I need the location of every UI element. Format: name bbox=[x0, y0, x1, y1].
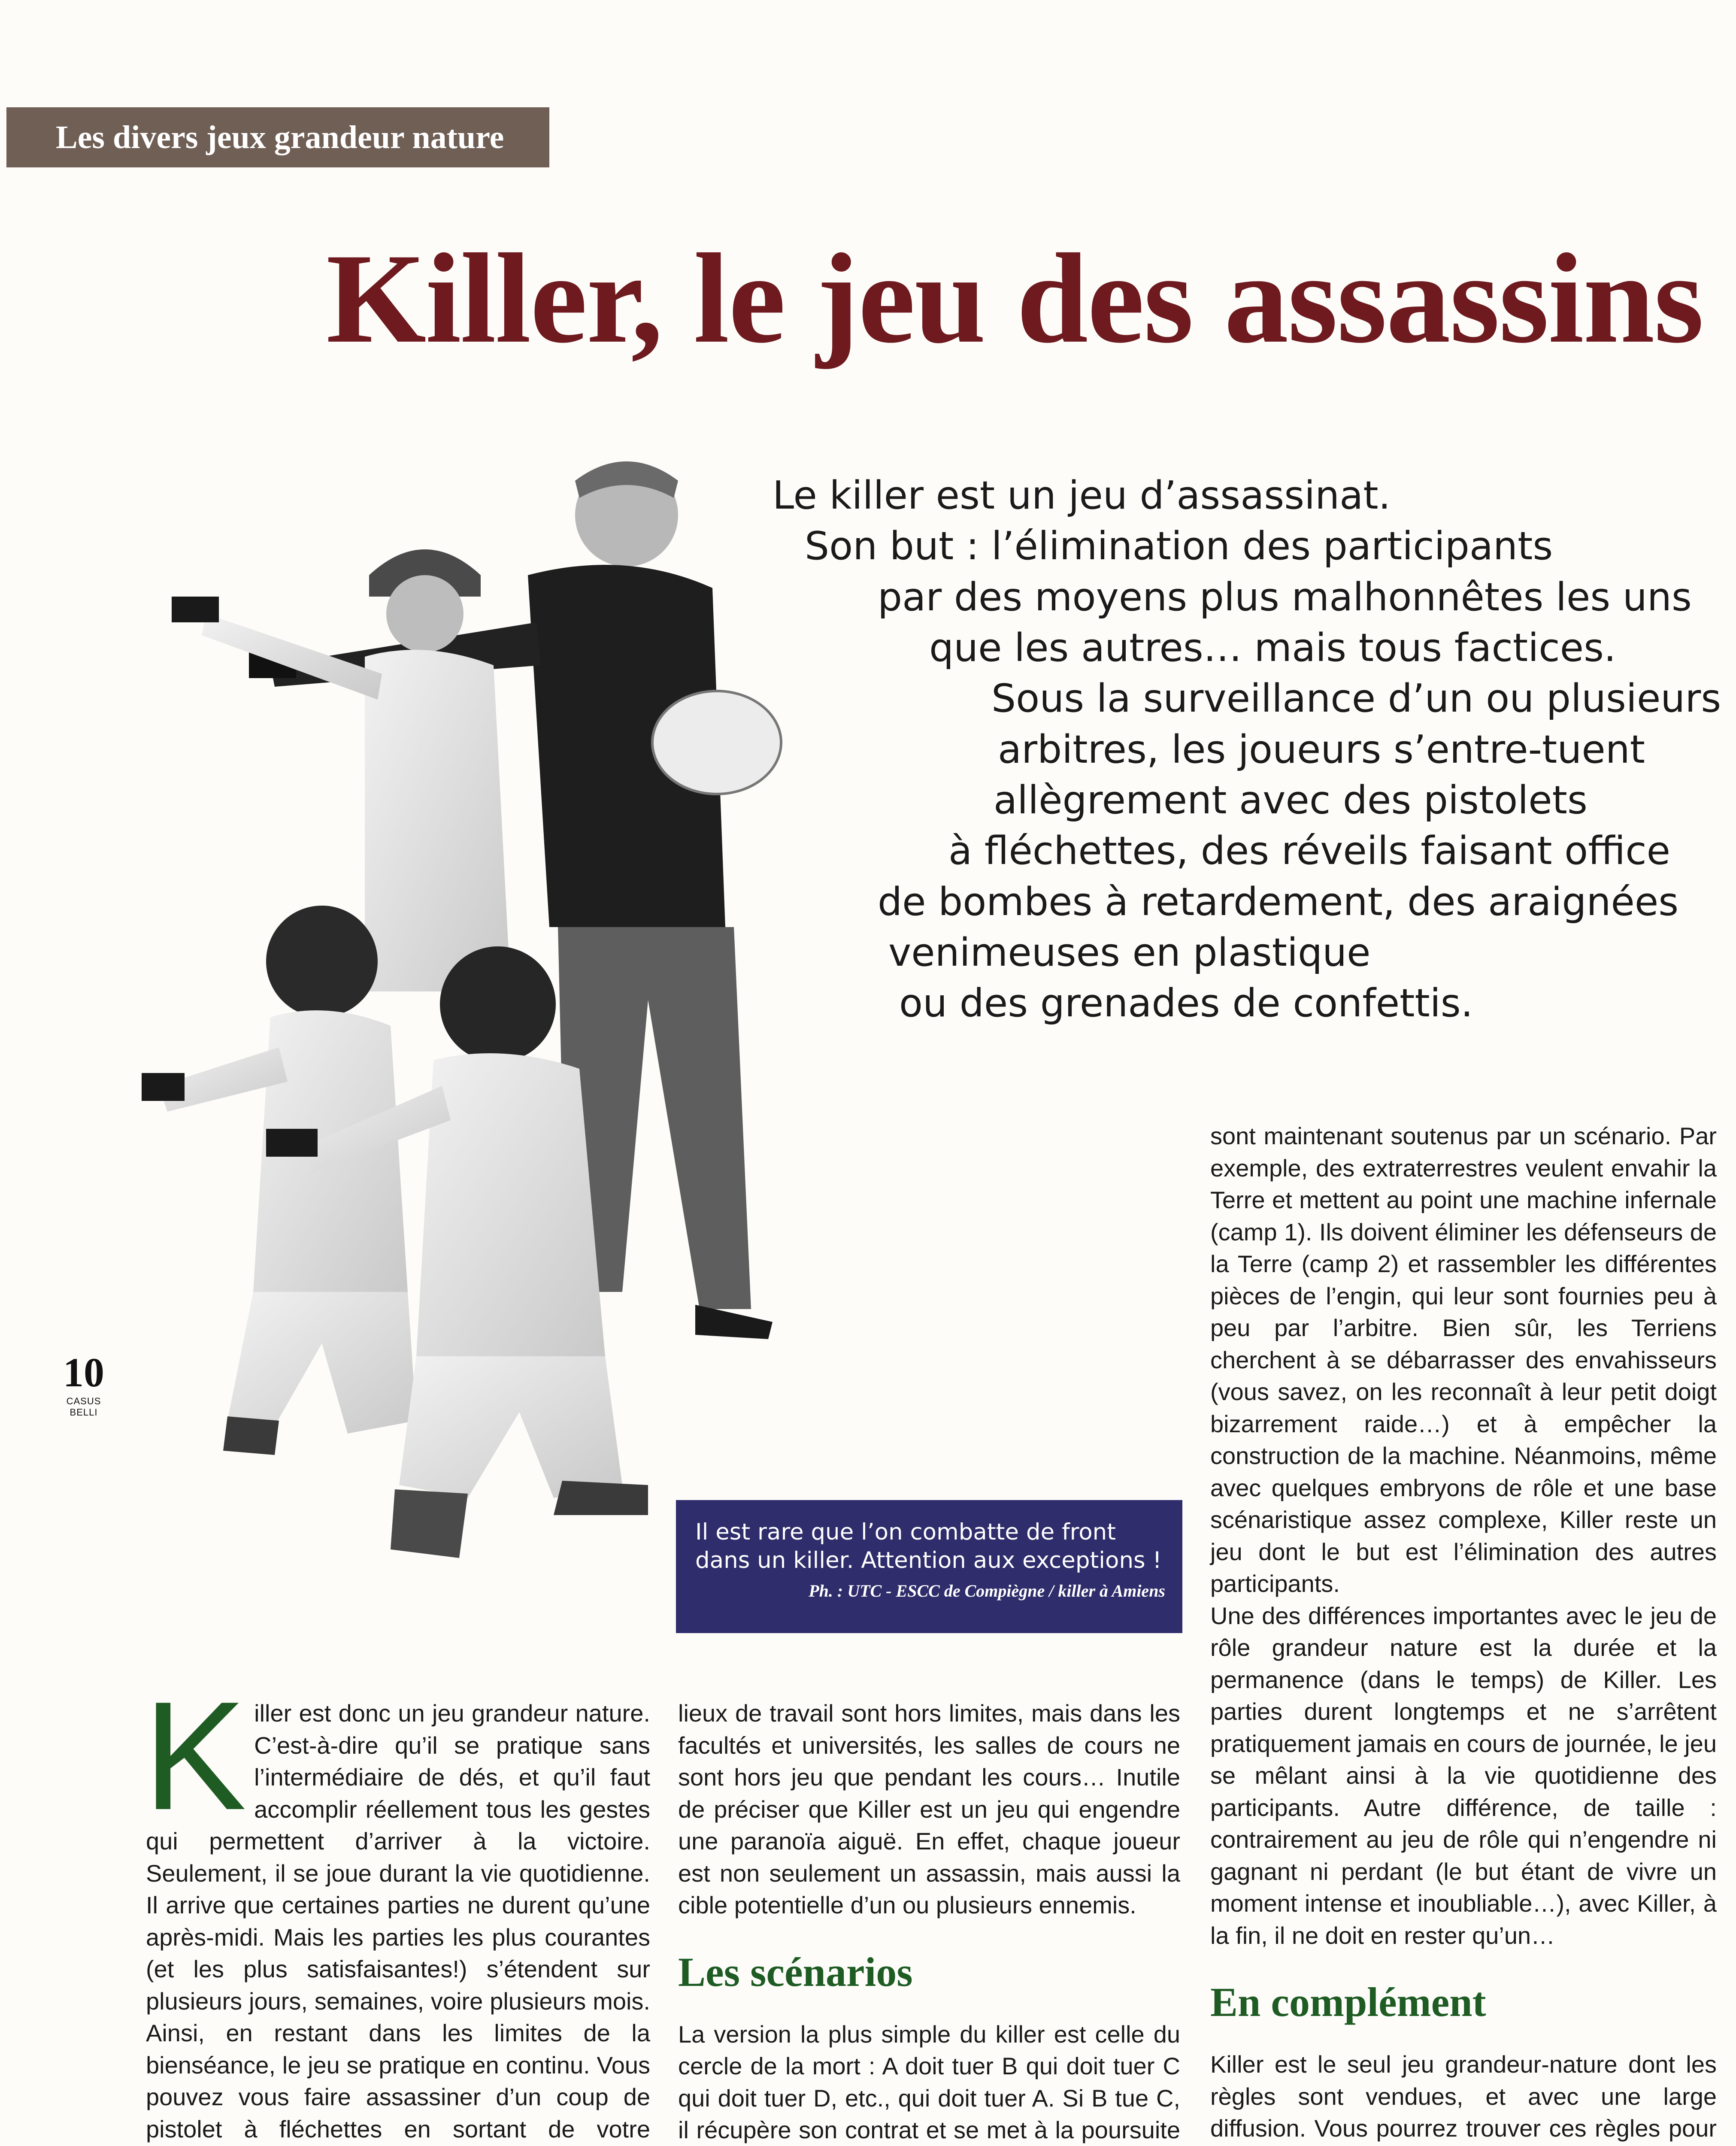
intro-line: Sous la surveillance d’un ou plusieurs bbox=[991, 676, 1721, 721]
intro-line: que les autres… mais tous factices. bbox=[929, 625, 1616, 670]
intro-line: par des moyens plus malhonnêtes les uns bbox=[878, 575, 1692, 620]
photo-credit: Ph. : UTC - ESCC de Compiègne / killer à Amiens bbox=[809, 1581, 1165, 1600]
intro-line: ou des grenades de confettis. bbox=[899, 981, 1473, 1026]
subheading-complement: En complément bbox=[1210, 1979, 1486, 2025]
magazine-name: CASUS BELLI bbox=[66, 1396, 101, 1418]
photo-caption bbox=[676, 1500, 1182, 1633]
paragraph: Une des différences importantes avec le jeu de rôle grandeur nature est la durée et la permanence (dans le temps) de Killer. Les parties durent longtemps et ne s’arrêtent pratiquement jamais en cours de journée, le jeu se mêlant ainsi à la vie quotidienne des participants. Autre différence, de taille : contrairement au jeu de rôle qui n’engendre ni gagnant ni perdant (le but étant de vivre un moment intense et inoubliable…), avec Killer, à la fin, il ne doit en rester qu’un… bbox=[1210, 1602, 1717, 1949]
intro-line: de bombes à retardement, des araignées bbox=[878, 879, 1679, 924]
paragraph: lieux de travail sont hors limites, mais dans les facultés et universités, les salles de cours ne sont hors jeu que pendant les cours… Inutile de préciser que Killer est un jeu qui engendre une paranoïa aiguë. En effet, chaque joueur est non seulement un assassin, mais aussi la cible potentielle d’un ou plusieurs ennemis. bbox=[678, 1700, 1180, 1919]
paragraph: La version la plus simple du killer est celle du cercle de la mort : A doit tuer B qui doit tuer C qui doit tuer D, etc., qui doit tuer A. Si B tue C, il récupère son contrat et se met à la poursuite bbox=[678, 2020, 1180, 2143]
paragraph: Killer est le seul jeu grandeur-nature dont les règles sont vendues, et avec une large diffusion. Vous pourrez trouver ces règles pour bbox=[1210, 2051, 1717, 2142]
paragraph-text: iller est donc un jeu grandeur nature. C’est-à-dire qu’il se pratique sans l’intermédiaire de dés, et qu’il faut accomplir réellement tous les gestes qui permettent d’arriver à la victoire. Seulement, il se joue durant la vie quotidienne. Il arrive que certaines parties ne durent qu’une après-midi. Mais les parties les plus courantes (et les plus satisfaisantes!) s’étendent sur plusieurs jours, semaines, voire plusieurs mois. Ainsi, en restant dans les limites de la bienséance, le jeu se pratique en continu. Vous pouvez vous faire assassiner d’un coup de pistolet à fléchettes en sortant de votre bbox=[146, 1700, 650, 2143]
body-column-3 bbox=[1210, 1120, 1717, 2146]
drop-cap: K bbox=[143, 1670, 247, 1842]
body-column-2 bbox=[678, 1697, 1180, 2146]
intro-line: Le killer est un jeu d’assassinat. bbox=[773, 473, 1391, 518]
intro-line: arbitres, les joueurs s’entre-tuent bbox=[998, 727, 1645, 772]
page-folio bbox=[56, 1349, 112, 1418]
intro-line: Son but : l’élimination des participants bbox=[805, 524, 1553, 569]
section-tag: Les divers jeux grandeur nature bbox=[6, 107, 549, 167]
intro-line: venimeuses en plastique bbox=[888, 930, 1371, 975]
page-number: 10 bbox=[63, 1349, 104, 1395]
body-column-1 bbox=[143, 1670, 650, 2146]
subheading-scenarios: Les scénarios bbox=[678, 1949, 913, 1995]
paragraph: sont maintenant soutenus par un scénario. Par exemple, des extraterrestres veulent envahir la Terre et mettent au point une machine infernale (camp 1). Ils doivent éliminer les défenseurs de la Terre (camp 2) et rassembler les différentes pièces de l’engin, qui leur sont fournies peu à peu par l’arbitre. Bien sûr, les Terriens cherchent à se débarrasser des envahisseurs (vous savez, on les reconnaît à leur petit doigt bizarrement raide…) et à empêcher la construction de la machine. Néanmoins, même avec quelques embryons de rôle et une base scénaristique assez complexe, Killer reste un jeu dont le but est l’élimination des autres participants. bbox=[1210, 1122, 1717, 1597]
intro-line: allègrement avec des pistolets bbox=[994, 778, 1588, 823]
caption-text: Il est rare que l’on combatte de front dans un killer. Attention aux exceptions ! bbox=[695, 1519, 1162, 1573]
intro-line: à fléchettes, des réveils faisant office bbox=[948, 828, 1671, 873]
article-title: Killer, le jeu des assassins bbox=[326, 227, 1703, 370]
paragraph bbox=[143, 1670, 650, 2146]
